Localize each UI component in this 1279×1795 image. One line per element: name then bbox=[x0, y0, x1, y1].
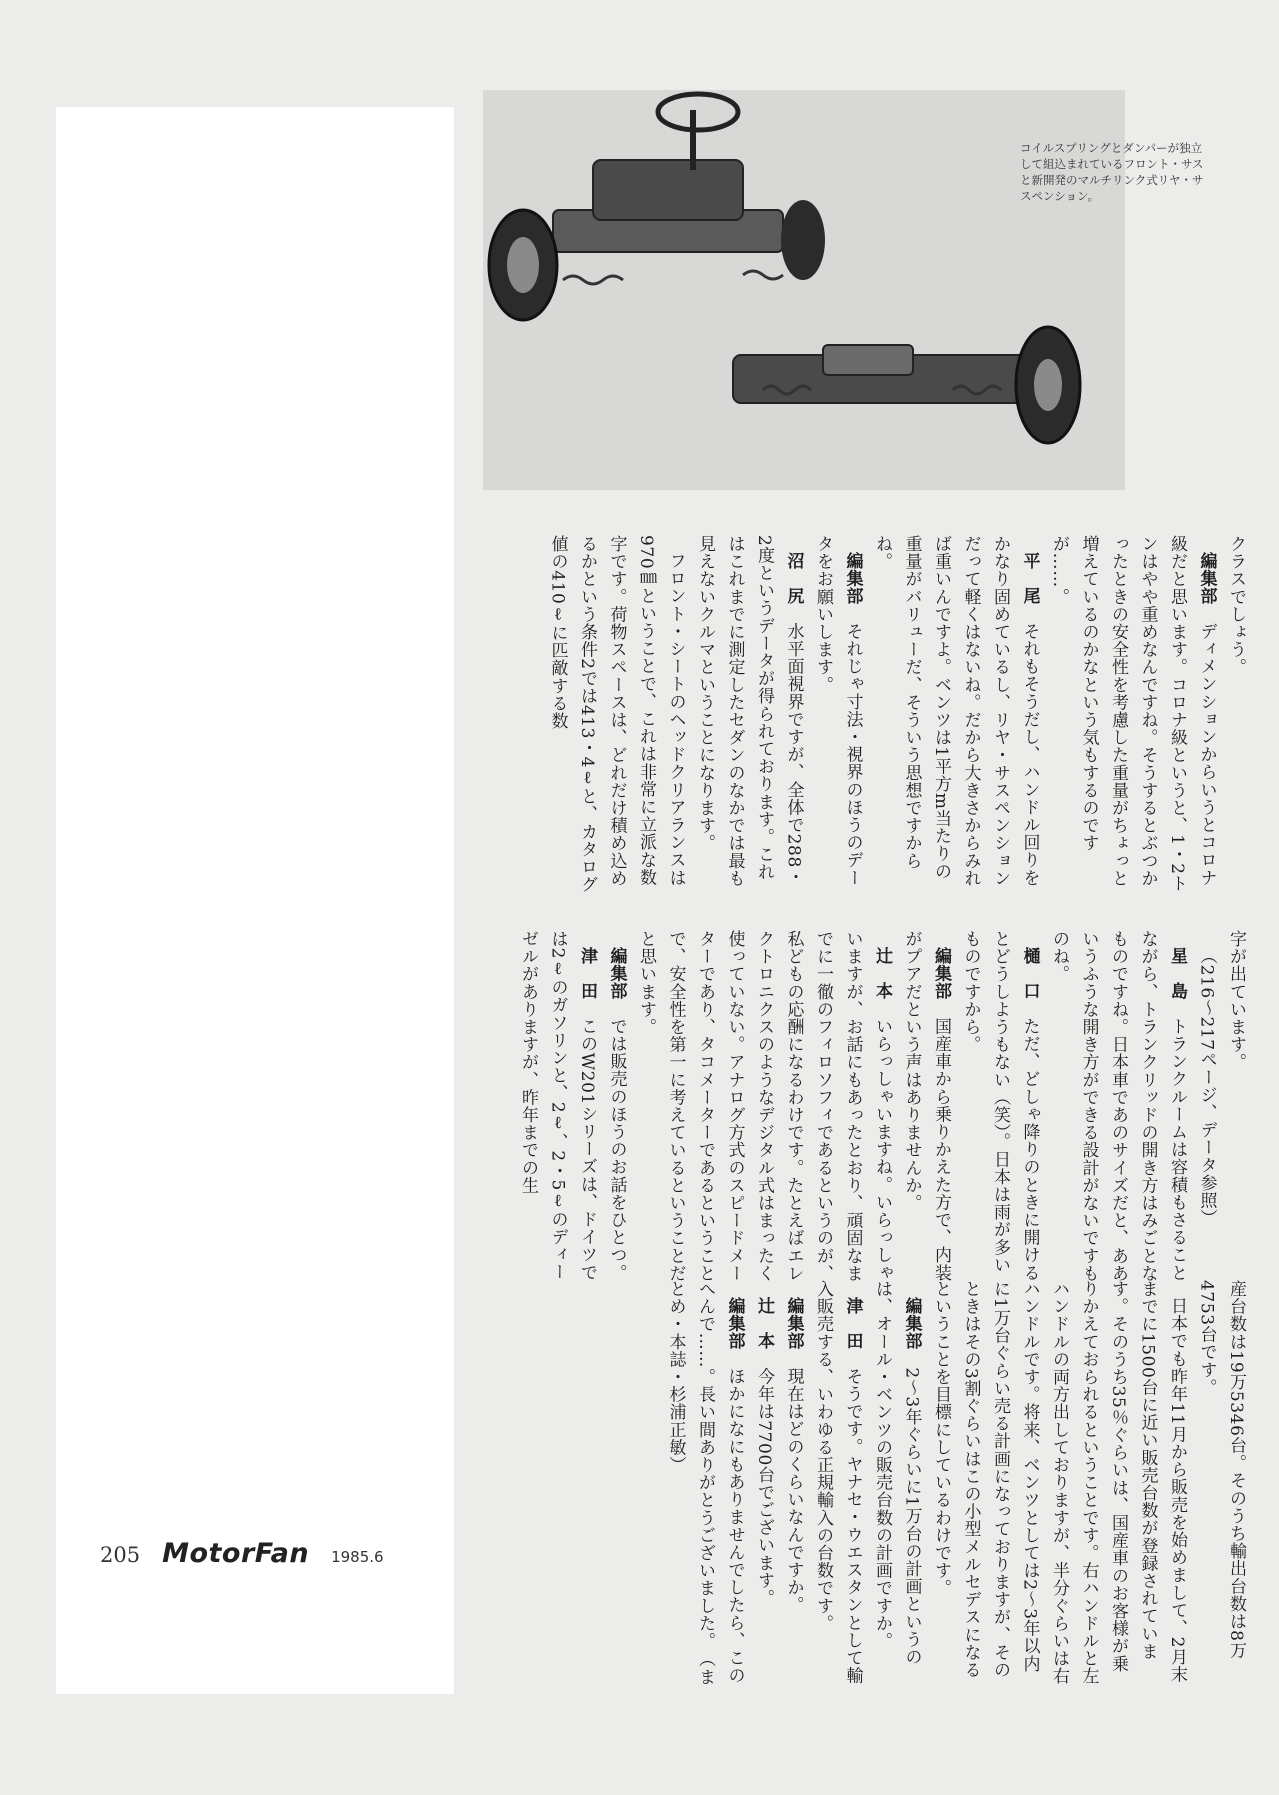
blank-panel bbox=[56, 107, 454, 1694]
paragraph-text: それじゃ寸法・視界のほうのデータをお願いします。 bbox=[813, 535, 863, 887]
speaker-label: 編集部 bbox=[724, 1297, 745, 1368]
paragraph-text: （216〜217ページ、データ参照） bbox=[1196, 947, 1217, 1227]
article-paragraph bbox=[808, 535, 867, 895]
page-footer bbox=[100, 1538, 384, 1569]
article-paragraph bbox=[778, 1280, 808, 1690]
article-paragraph bbox=[1191, 1280, 1250, 1690]
paragraph-text: トランクルームは容積もさることながら、トランクリッドの開き方はみごとなものですね。日本車であのサイズだと、ああいうふうな開き方ができる設計がないですものね。 bbox=[1049, 930, 1187, 1282]
article-paragraph bbox=[867, 535, 1044, 895]
article-paragraph bbox=[1191, 930, 1221, 1290]
paragraph-text: ただ、どしゃ降りのときに開けるとどうしようもない（笑）。日本は雨が多いものですから。 bbox=[960, 930, 1040, 1282]
issue-date: 1985.6 bbox=[331, 1548, 384, 1566]
speaker-label: 津 田 bbox=[842, 1297, 863, 1368]
article-paragraph bbox=[896, 930, 955, 1290]
paragraph-text: いらっしゃいますね。いらっしゃいますが、お話にもあったとおり、頑固なまでに一徹のフィロソフィであるというのが、私どもの応酬になるわけです。たとえばエレクトロニクスのようなデジタル式はまったく使っていない。アナログ方式のスピードメーターであり、タコメーターであるということで、安全性を第一に考えているということだと思います。 bbox=[636, 930, 892, 1282]
article-column-1 bbox=[547, 535, 1250, 895]
article-column-2 bbox=[480, 930, 1250, 1290]
article-paragraph bbox=[1044, 535, 1221, 895]
paragraph-text: 字が出ています。 bbox=[1226, 930, 1246, 1071]
paragraph-text: ディメンションからいうとコロナ級だと思います。コロナ級というと、1・2トンはやや重めなんですね。そうするとぶつかったときの安全性を考慮した重量がちょっと増えているのかなという気もするのですが……。 bbox=[1049, 535, 1217, 893]
article-paragraph bbox=[749, 1280, 779, 1690]
article-paragraph bbox=[1221, 930, 1251, 1290]
paragraph-text: 2〜3年ぐらいに1万台の計画というのは、オール・ベンツの販売台数の計画ですか。 bbox=[872, 1280, 922, 1666]
paragraph-text: そうです。ヤナセ・ウエスタンとして輸入販売する、いわゆる正規輸入の台数です。 bbox=[813, 1280, 863, 1685]
speaker-label: 編集部 bbox=[1196, 552, 1217, 623]
paragraph-text: フロント・シートのヘッドクリアランスは970㎜ということで、これは非常に立派な数字です。荷物スペースは、どれだけ積め込めるかという条件2では413・4ℓと、カタログ値の410ℓに匹敵する数 bbox=[547, 535, 686, 894]
speaker-label: 編集部 bbox=[901, 1297, 922, 1368]
magazine-logo: MotorFan bbox=[162, 1538, 310, 1569]
speaker-label: 沼 尻 bbox=[783, 552, 804, 623]
paragraph-text: 日本でも昨年11月から販売を始めまして、2月末までに1500台に近い販売台数が登録されています。そのうち35％ぐらいは、国産車のお客様が乗りかえておられるということです。右ハンドルと左ハンドルの両方出しておりますが、半分ぐらいは右ハンドルです。将来、ベンツとしては2〜3年以内に1万台ぐらい売る計画になっておりますが、そのときはその3割ぐらいはこの小型メルセデスになるということを目標にしているわけです。 bbox=[931, 1280, 1187, 1685]
speaker-label: 辻 本 bbox=[754, 1297, 774, 1368]
speaker-label: 津 田 bbox=[577, 947, 597, 1018]
article-paragraph bbox=[1221, 535, 1251, 895]
paragraph-text: 国産車から乗りかえた方で、内装がプアだという声はありませんか。 bbox=[901, 930, 951, 1282]
paragraph-text: それもそうだし、ハンドル回りをかなり固めているし、リヤ・サスペンションだって軽くはないね。だから大きさからみれば重いんですよ。ベンツは1平方m当たりの重量がバリューだ、そういう思想ですからね。 bbox=[872, 535, 1040, 887]
speaker-label: 星 島 bbox=[1167, 947, 1187, 1018]
paragraph-text: 水平面視界ですが、全体で288・2度というデータが得られております。これはこれまでに測定したセダンのなかでは最も見えないクルマということになります。 bbox=[695, 535, 804, 887]
speaker-label: 編集部 bbox=[783, 1297, 804, 1368]
paragraph-text: 現在はどのくらいなんですか。 bbox=[783, 1367, 804, 1614]
speaker-label: 編集部 bbox=[931, 947, 951, 1018]
article-paragraph bbox=[660, 1280, 749, 1690]
article-paragraph bbox=[808, 1280, 867, 1690]
article-paragraph bbox=[542, 535, 690, 895]
speaker-label: 編集部 bbox=[842, 552, 863, 623]
article-paragraph bbox=[513, 930, 602, 1290]
article-paragraph bbox=[955, 930, 1044, 1290]
speaker-label: 樋 口 bbox=[1019, 947, 1040, 1018]
speaker-label: 辻 本 bbox=[872, 947, 892, 1018]
article-paragraph bbox=[1044, 930, 1192, 1290]
paragraph-text: このW201シリーズは、ドイツでは2ℓのガソリンと、2ℓ、2・5ℓのディーゼルがありますが、昨年までの生 bbox=[518, 930, 597, 1281]
article-paragraph bbox=[601, 930, 631, 1290]
photo-caption: コイルスプリングとダンパーが独立して組込まれているフロント・サスと新開発のマルチリンク式リヤ・サスペンション。 bbox=[1020, 141, 1204, 203]
article-paragraph bbox=[867, 1280, 926, 1690]
paragraph-text: では販売のほうのお話をひとつ。 bbox=[606, 1017, 627, 1282]
article-paragraph bbox=[926, 1280, 1192, 1690]
paragraph-text: 今年は7700台でございます。 bbox=[754, 1367, 774, 1607]
speaker-label: 編集部 bbox=[606, 947, 627, 1018]
paragraph-text: ほかになにもありませんでしたら、このへんで……。長い間ありがとうございました。 （まとめ・本誌・杉浦正敏） bbox=[665, 1280, 745, 1686]
article-paragraph bbox=[631, 930, 897, 1290]
article-paragraph bbox=[690, 535, 808, 895]
speaker-label: 平 尾 bbox=[1019, 552, 1040, 623]
page-number: 205 bbox=[100, 1543, 141, 1567]
paragraph-text: クラスでしょう。 bbox=[1226, 535, 1246, 676]
article-column-3 bbox=[480, 1280, 1250, 1690]
paragraph-text: 産台数は19万5346台。そのうち輸出台数は8万4753台です。 bbox=[1196, 1280, 1246, 1660]
